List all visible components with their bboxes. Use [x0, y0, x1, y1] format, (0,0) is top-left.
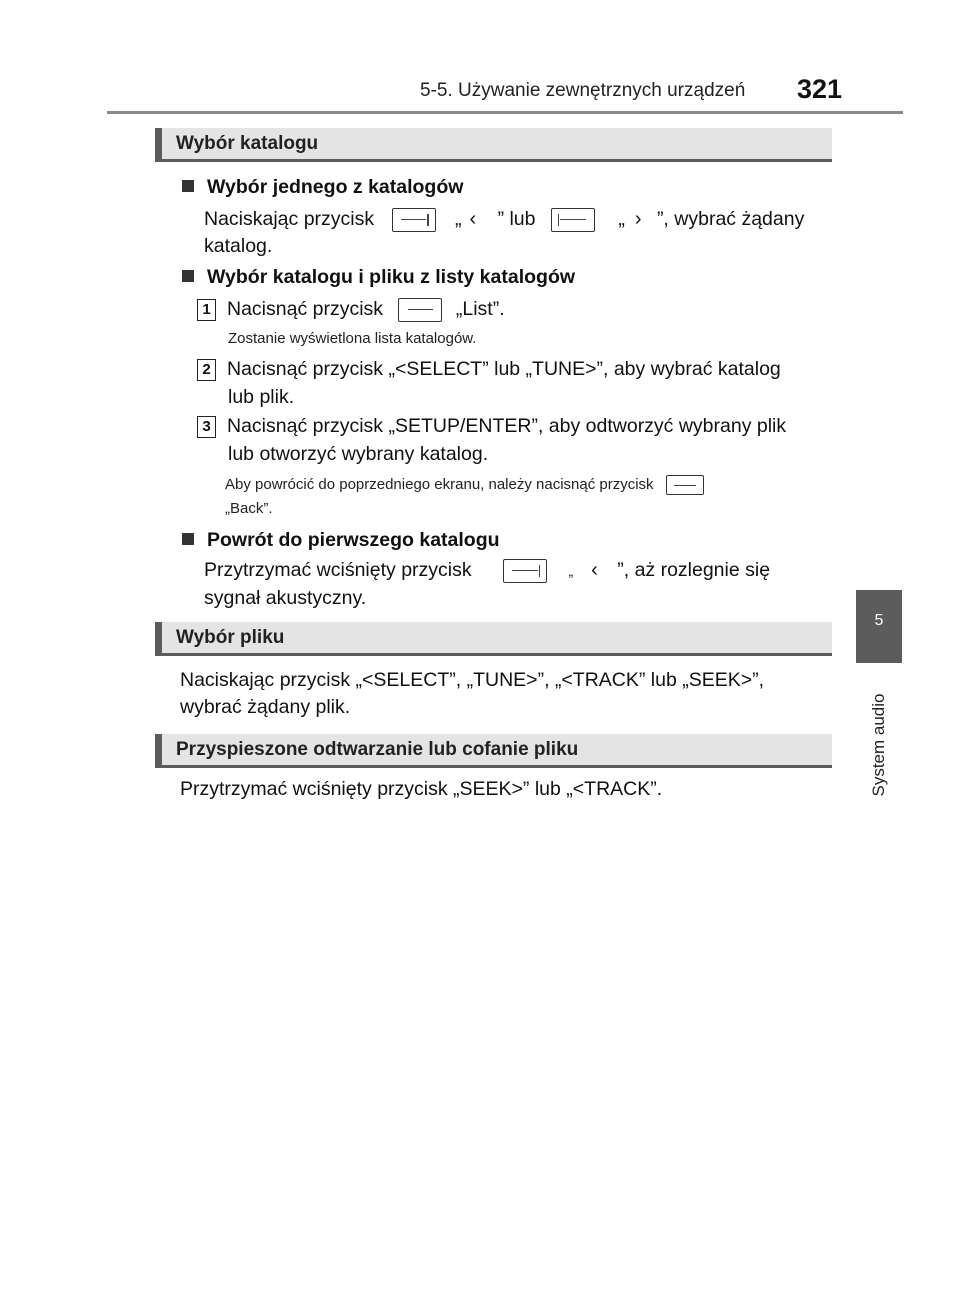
paragraph-hold-button: [204, 557, 770, 585]
header-rule: [107, 111, 903, 114]
subheading-catalog-list: Wybór katalogu i pliku z listy katalogów: [182, 264, 575, 291]
paragraph-select-catalog-cont: katalog.: [204, 235, 273, 257]
chevron-right-icon: ›: [634, 208, 642, 230]
paragraph-seek: Przytrzymać wciśnięty przycisk „SEEK>” lub „<TRACK”.: [180, 778, 663, 800]
text: „List”.: [455, 298, 505, 320]
chapter-label-text: System audio: [869, 693, 888, 797]
note-back: [225, 475, 704, 495]
square-bullet-icon: [182, 270, 194, 282]
step-2: [197, 356, 781, 383]
preset-button-icon: [398, 298, 442, 322]
text: ” lub: [497, 208, 536, 230]
section-title-catalog: Wybór katalogu: [155, 128, 832, 162]
square-bullet-icon: [182, 533, 194, 545]
subheading-single-catalog: Wybór jednego z katalogów: [182, 174, 463, 201]
preset-button-icon: [392, 208, 436, 232]
text: ”, aż rozlegnie się: [617, 559, 771, 581]
preset-button-icon: [503, 559, 547, 583]
step-1: [197, 296, 505, 323]
subheading-first-catalog: Powrót do pierwszego katalogu: [182, 527, 500, 554]
step-3: [197, 413, 786, 440]
text: „: [454, 208, 462, 230]
text: Przytrzymać wciśnięty przycisk: [204, 559, 472, 581]
chevron-left-icon: ‹: [591, 559, 598, 581]
paragraph-hold-button-cont: sygnał akustyczny.: [204, 587, 367, 609]
page-number: 321: [797, 74, 843, 104]
text: „: [618, 208, 625, 230]
text: Nacisnąć przycisk „<SELECT” lub „TUNE>”, aby wybrać katalog: [227, 358, 781, 380]
step-2-cont: lub plik.: [228, 386, 295, 408]
step-number: 1: [197, 299, 216, 321]
text: Nacisnąć przycisk: [227, 298, 384, 320]
text: Aby powrócić do poprzedniego ekranu, należy nacisnąć przycisk: [225, 475, 654, 493]
paragraph-select-catalog: [204, 206, 830, 233]
preset-button-icon: [666, 475, 704, 495]
step-number: 3: [197, 416, 216, 438]
text: ”, wybrać żądany: [656, 208, 805, 230]
note-list-shown: Zostanie wyświetlona lista katalogów.: [228, 330, 477, 347]
text: „: [568, 563, 574, 579]
chapter-label: [846, 690, 912, 800]
section-title-file: Wybór pliku: [155, 622, 832, 656]
chevron-left-icon: ‹: [469, 208, 477, 230]
header-title: 5-5. Używanie zewnętrznych urządzeń: [420, 80, 746, 101]
step-3-cont: lub otworzyć wybrany katalog.: [228, 443, 489, 465]
text: Naciskając przycisk: [204, 208, 375, 230]
paragraph-select-file-cont: wybrać żądany plik.: [180, 696, 351, 718]
step-number: 2: [197, 359, 216, 381]
chapter-tab: 5: [856, 590, 902, 663]
text: Nacisnąć przycisk „SETUP/ENTER”, aby odtworzyć wybrany plik: [227, 415, 787, 437]
section-title-seek: Przyspieszone odtwarzanie lub cofanie pliku: [155, 734, 832, 768]
paragraph-select-file: Naciskając przycisk „<SELECT”, „TUNE>”, „<TRACK” lub „SEEK>”,: [180, 669, 765, 691]
note-back-cont: „Back”.: [225, 500, 273, 517]
preset-button-icon: [551, 208, 595, 232]
square-bullet-icon: [182, 180, 194, 192]
